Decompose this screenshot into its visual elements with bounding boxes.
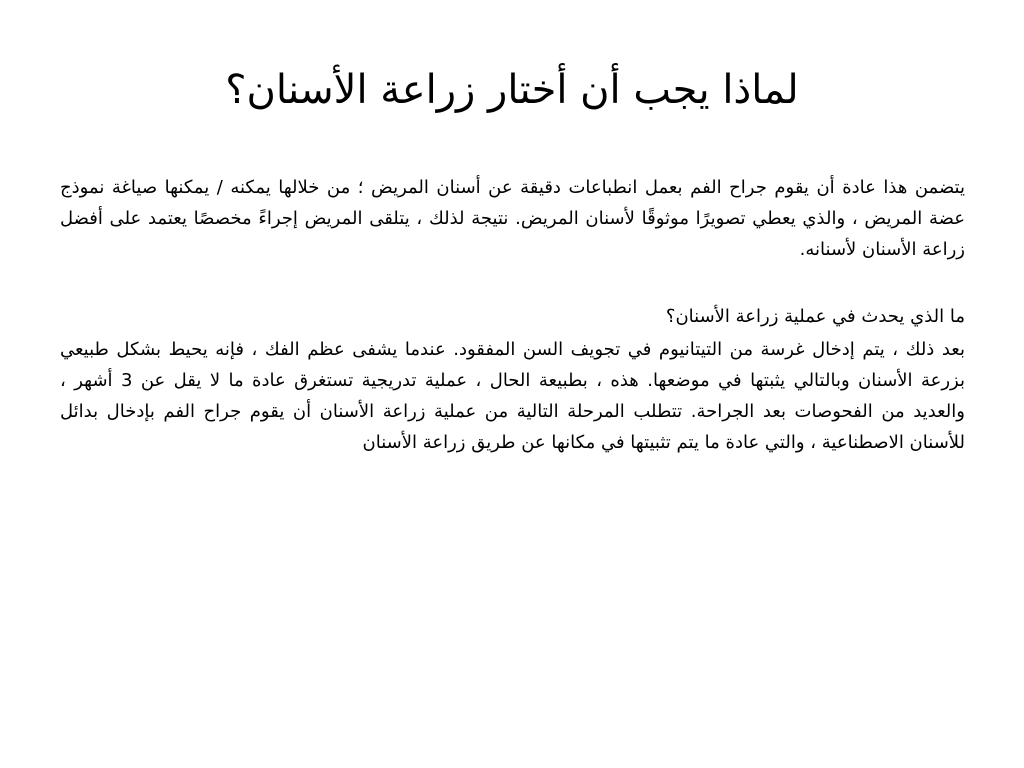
intro-paragraph: يتضمن هذا عادة أن يقوم جراح الفم بعمل انطباعات دقيقة عن أسنان المريض ؛ من خلالها يمكنه / يمكنها صياغة نموذج عضة المريض ، والذي يعطي تصويرًا موثوقًا لأسنان المريض. نتيجة لذلك ، يتلقى المريض إجراءً مخصصًا يعتمد على أفضل زراعة الأسنان لأسنانه. [60,177,965,260]
slide-title: لماذا يجب أن أختار زراعة الأسنان؟ [225,67,799,113]
slide-body [60,172,965,458]
answer-paragraph: بعد ذلك ، يتم إدخال غرسة من التيتانيوم في تجويف السن المفقود. عندما يشفى عظم الفك ، فإنه يحيط بشكل طبيعي بزرعة الأسنان وبالتالي يثبتها في موضعها. هذه ، بطبيعة الحال ، عملية تدريجية تستغرق عادة ما لا يقل عن 3 أشهر ، والعديد من الفحوصات بعد الجراحة. تتطلب المرحلة التالية من عملية زراعة الأسنان أن يقوم جراح الفم بإدخال بدائل للأسنان الاصطناعية ، والتي عادة ما يتم تثبيتها في مكانها عن طريق زراعة الأسنان [60,339,965,453]
question-heading: ما الذي يحدث في عملية زراعة الأسنان؟ [665,306,965,327]
